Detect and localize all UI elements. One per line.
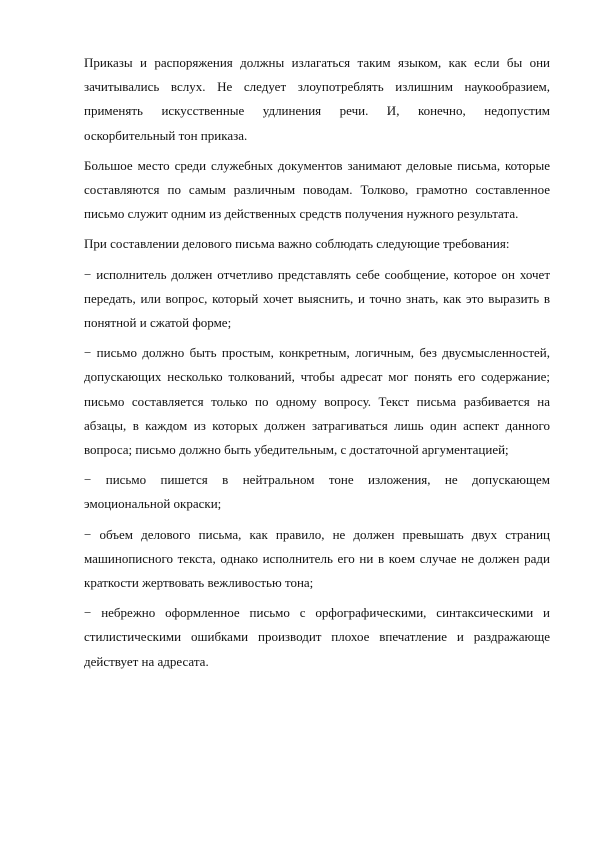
requirement-item-neatness: − небрежно оформленное письмо с орфографическими, синтаксическими и стилистическими ошибками производит плохое впечатление и раздражающе действует на адресата. <box>84 605 550 669</box>
requirement-item-neutral-tone: − письмо пишется в нейтральном тоне изложения, не допускающем эмоциональной окраски; <box>84 472 550 512</box>
requirement-item-clarity: − исполнитель должен отчетливо представлять себе сообщение, которое он хочет передать, или вопрос, который хочет выяснить, и точно знать, как это выразить в понятной и сжатой форме; <box>84 266 550 331</box>
paragraph-requirements-intro: При составлении делового письма важно соблюдать следующие требования: <box>84 236 510 252</box>
paragraph-business-letters: Большое место среди служебных документов занимают деловые письма, которые составляются по самым различным поводам. Толково, грамотно составленное письмо служит одним из действенных средств получения нужного результата. <box>84 157 550 222</box>
requirement-item-length: − объем делового письма, как правило, не должен превышать двух страниц машинописного текста, однако исполнитель его ни в коем случае не должен ради краткости жертвовать вежливостью тона; <box>84 526 550 591</box>
requirement-item-simplicity: − письмо должно быть простым, конкретным, логичным, без двусмысленностей, допускающих несколько толкований, чтобы адресат мог понять его содержание; письмо составляется только по одному вопросу. Текст письма разбивается на абзацы, в каждом из которых должен затрагиваться лишь один аспект данного вопроса; письмо должно быть убедительным, с достаточной аргументацией; <box>84 345 550 458</box>
paragraph-orders-language: Приказы и распоряжения должны излагаться таким языком, как если бы они зачитывались вслух. Не следует злоупотреблять излишним наукообразием, применять искусственные удлинения речи. И, конечно, недопустим оскорбительный тон приказа. <box>84 55 550 143</box>
